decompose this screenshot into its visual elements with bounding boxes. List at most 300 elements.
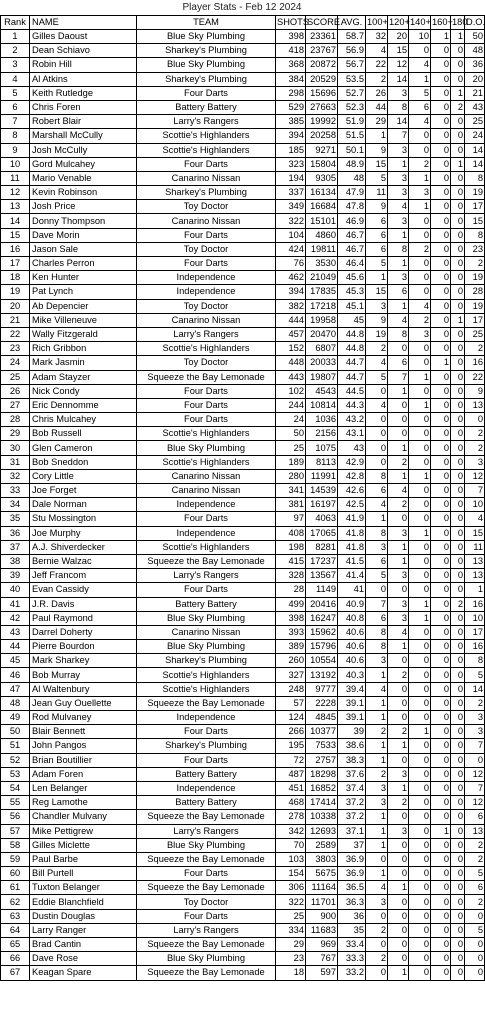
cell-do: 13 <box>465 569 485 583</box>
cell-100-plus: 1 <box>366 129 388 143</box>
cell-team: Blue Sky Plumbing <box>137 611 276 625</box>
cell-160-plus: 0 <box>431 100 451 114</box>
cell-name: Bill Purtell <box>30 867 137 881</box>
cell-140-plus: 0 <box>409 640 431 654</box>
cell-avg: 33.4 <box>338 938 366 952</box>
cell-name: Marshall McCully <box>30 129 137 143</box>
cell-score: 20033 <box>306 356 338 370</box>
cell-180: 1 <box>451 313 465 327</box>
cell-140-plus: 0 <box>409 484 431 498</box>
table-row <box>1 299 485 313</box>
cell-140-plus: 0 <box>409 214 431 228</box>
cell-120-plus: 0 <box>388 838 409 852</box>
cell-rank: 53 <box>1 767 30 781</box>
cell-score: 23361 <box>306 30 338 44</box>
cell-name: Len Belanger <box>30 781 137 795</box>
table-row <box>1 327 485 341</box>
cell-rank: 8 <box>1 129 30 143</box>
cell-rank: 61 <box>1 881 30 895</box>
table-row <box>1 356 485 370</box>
cell-120-plus: 1 <box>388 257 409 271</box>
cell-180: 0 <box>451 469 465 483</box>
table-row <box>1 711 485 725</box>
cell-score: 10814 <box>306 398 338 412</box>
cell-140-plus: 0 <box>409 441 431 455</box>
cell-120-plus: 1 <box>388 554 409 568</box>
cell-name: Gilles Miclette <box>30 838 137 852</box>
cell-160-plus: 0 <box>431 44 451 58</box>
cell-avg: 41 <box>338 583 366 597</box>
cell-100-plus: 8 <box>366 640 388 654</box>
cell-do: 2 <box>465 696 485 710</box>
cell-name: Keagan Spare <box>30 966 137 980</box>
cell-140-plus: 3 <box>409 327 431 341</box>
cell-180: 1 <box>451 86 465 100</box>
cell-120-plus: 1 <box>388 781 409 795</box>
table-row <box>1 200 485 214</box>
cell-score: 13567 <box>306 569 338 583</box>
cell-140-plus: 0 <box>409 867 431 881</box>
cell-score: 11701 <box>306 895 338 909</box>
cell-120-plus: 1 <box>388 540 409 554</box>
table-row <box>1 923 485 937</box>
cell-name: Chris Foren <box>30 100 137 114</box>
cell-180: 0 <box>451 654 465 668</box>
cell-rank: 66 <box>1 952 30 966</box>
cell-160-plus: 0 <box>431 611 451 625</box>
cell-do: 7 <box>465 739 485 753</box>
cell-score: 767 <box>306 952 338 966</box>
cell-160-plus: 0 <box>431 115 451 129</box>
cell-120-plus: 4 <box>388 313 409 327</box>
cell-score: 2589 <box>306 838 338 852</box>
cell-score: 16134 <box>306 186 338 200</box>
cell-shots: 298 <box>276 86 306 100</box>
cell-shots: 124 <box>276 711 306 725</box>
cell-name: Larry Ranger <box>30 923 137 937</box>
cell-160-plus: 0 <box>431 214 451 228</box>
cell-score: 18298 <box>306 767 338 781</box>
cell-do: 2 <box>465 257 485 271</box>
player-stats-table <box>0 15 485 981</box>
cell-120-plus: 3 <box>388 186 409 200</box>
cell-team: Squeeze the Bay Lemonade <box>137 852 276 866</box>
cell-shots: 248 <box>276 682 306 696</box>
cell-score: 20872 <box>306 58 338 72</box>
cell-team: Battery Battery <box>137 100 276 114</box>
cell-name: Rich Gribbon <box>30 342 137 356</box>
cell-160-plus: 0 <box>431 512 451 526</box>
cell-team: Larry's Rangers <box>137 115 276 129</box>
cell-rank: 1 <box>1 30 30 44</box>
cell-shots: 322 <box>276 214 306 228</box>
cell-avg: 37.1 <box>338 824 366 838</box>
cell-120-plus: 1 <box>388 441 409 455</box>
cell-120-plus: 3 <box>388 143 409 157</box>
cell-180: 0 <box>451 640 465 654</box>
cell-160-plus: 0 <box>431 640 451 654</box>
cell-160-plus: 0 <box>431 781 451 795</box>
cell-team: Four Darts <box>137 725 276 739</box>
cell-score: 11683 <box>306 923 338 937</box>
cell-shots: 457 <box>276 327 306 341</box>
cell-100-plus: 0 <box>366 852 388 866</box>
cell-120-plus: 0 <box>388 923 409 937</box>
cell-shots: 468 <box>276 796 306 810</box>
cell-team: Independence <box>137 271 276 285</box>
cell-name: Paul Raymond <box>30 611 137 625</box>
cell-140-plus: 0 <box>409 852 431 866</box>
cell-score: 9271 <box>306 143 338 157</box>
cell-180: 0 <box>451 711 465 725</box>
cell-avg: 41.4 <box>338 569 366 583</box>
cell-140-plus: 0 <box>409 271 431 285</box>
cell-140-plus: 0 <box>409 129 431 143</box>
cell-avg: 36.9 <box>338 867 366 881</box>
cell-160-plus: 0 <box>431 711 451 725</box>
cell-name: Eric Dennomme <box>30 398 137 412</box>
cell-120-plus: 20 <box>388 30 409 44</box>
cell-avg: 39 <box>338 725 366 739</box>
cell-180: 0 <box>451 966 465 980</box>
cell-name: Paul Barbe <box>30 852 137 866</box>
cell-avg: 45.6 <box>338 271 366 285</box>
table-row <box>1 781 485 795</box>
cell-100-plus: 6 <box>366 484 388 498</box>
cell-avg: 39.4 <box>338 682 366 696</box>
cell-140-plus: 0 <box>409 753 431 767</box>
cell-180: 0 <box>451 58 465 72</box>
cell-160-plus: 0 <box>431 86 451 100</box>
cell-avg: 51.5 <box>338 129 366 143</box>
cell-180: 0 <box>451 668 465 682</box>
cell-rank: 7 <box>1 115 30 129</box>
cell-shots: 28 <box>276 583 306 597</box>
cell-team: Battery Battery <box>137 796 276 810</box>
column-header-rank: Rank <box>1 16 30 30</box>
cell-avg: 41.8 <box>338 526 366 540</box>
cell-180: 0 <box>451 200 465 214</box>
cell-avg: 53.5 <box>338 72 366 86</box>
cell-team: Four Darts <box>137 753 276 767</box>
cell-140-plus: 1 <box>409 526 431 540</box>
cell-180: 0 <box>451 625 465 639</box>
cell-160-plus: 0 <box>431 554 451 568</box>
cell-name: Dean Schiavo <box>30 44 137 58</box>
table-row <box>1 739 485 753</box>
cell-100-plus: 8 <box>366 469 388 483</box>
cell-140-plus: 6 <box>409 100 431 114</box>
column-header-140-plus: 140+ <box>409 16 431 30</box>
cell-avg: 41.9 <box>338 512 366 526</box>
cell-name: Tuxton Belanger <box>30 881 137 895</box>
table-row <box>1 796 485 810</box>
cell-180: 0 <box>451 526 465 540</box>
cell-120-plus: 3 <box>388 271 409 285</box>
cell-rank: 22 <box>1 327 30 341</box>
cell-120-plus: 1 <box>388 469 409 483</box>
cell-160-plus: 0 <box>431 469 451 483</box>
cell-team: Toy Doctor <box>137 200 276 214</box>
cell-160-plus: 0 <box>431 852 451 866</box>
cell-team: Four Darts <box>137 257 276 271</box>
cell-shots: 382 <box>276 299 306 313</box>
cell-avg: 45 <box>338 313 366 327</box>
cell-140-plus: 0 <box>409 909 431 923</box>
cell-120-plus: 7 <box>388 129 409 143</box>
cell-rank: 27 <box>1 398 30 412</box>
cell-100-plus: 4 <box>366 356 388 370</box>
cell-score: 23767 <box>306 44 338 58</box>
table-row <box>1 86 485 100</box>
cell-shots: 368 <box>276 58 306 72</box>
cell-180: 0 <box>451 257 465 271</box>
cell-shots: 349 <box>276 200 306 214</box>
cell-team: Blue Sky Plumbing <box>137 30 276 44</box>
table-row <box>1 72 485 86</box>
cell-rank: 34 <box>1 498 30 512</box>
cell-name: John Pangos <box>30 739 137 753</box>
cell-140-plus: 0 <box>409 838 431 852</box>
cell-avg: 44.8 <box>338 327 366 341</box>
cell-120-plus: 0 <box>388 938 409 952</box>
cell-team: Four Darts <box>137 867 276 881</box>
cell-rank: 67 <box>1 966 30 980</box>
table-row <box>1 342 485 356</box>
cell-160-plus: 0 <box>431 540 451 554</box>
cell-name: Bernie Walzac <box>30 554 137 568</box>
cell-team: Scottie's Highlanders <box>137 143 276 157</box>
cell-120-plus: 1 <box>388 881 409 895</box>
cell-rank: 52 <box>1 753 30 767</box>
cell-100-plus: 0 <box>366 938 388 952</box>
table-row <box>1 100 485 114</box>
table-row <box>1 810 485 824</box>
cell-do: 16 <box>465 597 485 611</box>
cell-160-plus: 0 <box>431 668 451 682</box>
cell-140-plus: 0 <box>409 427 431 441</box>
cell-do: 10 <box>465 498 485 512</box>
cell-180: 0 <box>451 44 465 58</box>
table-row <box>1 313 485 327</box>
cell-do: 2 <box>465 838 485 852</box>
cell-score: 15962 <box>306 625 338 639</box>
cell-shots: 185 <box>276 143 306 157</box>
cell-120-plus: 0 <box>388 867 409 881</box>
cell-140-plus: 0 <box>409 583 431 597</box>
cell-name: Mike Pettigrew <box>30 824 137 838</box>
cell-shots: 341 <box>276 484 306 498</box>
cell-100-plus: 2 <box>366 342 388 356</box>
cell-team: Independence <box>137 781 276 795</box>
cell-100-plus: 2 <box>366 767 388 781</box>
cell-140-plus: 0 <box>409 796 431 810</box>
cell-160-plus: 0 <box>431 327 451 341</box>
cell-do: 25 <box>465 115 485 129</box>
cell-score: 27663 <box>306 100 338 114</box>
table-row <box>1 257 485 271</box>
cell-do: 0 <box>465 413 485 427</box>
table-row <box>1 171 485 185</box>
cell-name: Adam Foren <box>30 767 137 781</box>
cell-score: 16197 <box>306 498 338 512</box>
cell-120-plus: 4 <box>388 625 409 639</box>
cell-do: 5 <box>465 668 485 682</box>
cell-team: Scottie's Highlanders <box>137 540 276 554</box>
cell-do: 22 <box>465 370 485 384</box>
cell-rank: 6 <box>1 100 30 114</box>
cell-160-plus: 0 <box>431 881 451 895</box>
cell-name: Rod Mulvaney <box>30 711 137 725</box>
cell-do: 2 <box>465 427 485 441</box>
cell-team: Blue Sky Plumbing <box>137 441 276 455</box>
cell-100-plus: 5 <box>366 171 388 185</box>
cell-do: 14 <box>465 682 485 696</box>
cell-180: 0 <box>451 569 465 583</box>
column-header-180: 180 <box>451 16 465 30</box>
cell-160-plus: 0 <box>431 966 451 980</box>
cell-avg: 37.2 <box>338 810 366 824</box>
cell-shots: 198 <box>276 540 306 554</box>
cell-avg: 42.6 <box>338 484 366 498</box>
table-row <box>1 881 485 895</box>
cell-180: 0 <box>451 952 465 966</box>
cell-team: Four Darts <box>137 512 276 526</box>
cell-120-plus: 8 <box>388 242 409 256</box>
cell-name: Kevin Robinson <box>30 186 137 200</box>
cell-160-plus: 0 <box>431 441 451 455</box>
cell-name: Glen Cameron <box>30 441 137 455</box>
cell-do: 24 <box>465 129 485 143</box>
cell-160-plus: 0 <box>431 909 451 923</box>
cell-180: 0 <box>451 852 465 866</box>
cell-180: 0 <box>451 484 465 498</box>
cell-120-plus: 1 <box>388 640 409 654</box>
cell-rank: 50 <box>1 725 30 739</box>
cell-rank: 24 <box>1 356 30 370</box>
cell-score: 19811 <box>306 242 338 256</box>
cell-shots: 244 <box>276 398 306 412</box>
cell-100-plus: 7 <box>366 597 388 611</box>
cell-140-plus: 1 <box>409 200 431 214</box>
cell-180: 0 <box>451 810 465 824</box>
cell-do: 28 <box>465 285 485 299</box>
cell-100-plus: 3 <box>366 299 388 313</box>
cell-160-plus: 0 <box>431 186 451 200</box>
cell-name: Blair Bennett <box>30 725 137 739</box>
cell-140-plus: 1 <box>409 72 431 86</box>
cell-team: Scottie's Highlanders <box>137 455 276 469</box>
cell-100-plus: 3 <box>366 540 388 554</box>
cell-100-plus: 0 <box>366 384 388 398</box>
table-row <box>1 867 485 881</box>
cell-160-plus: 0 <box>431 143 451 157</box>
cell-140-plus: 4 <box>409 58 431 72</box>
cell-team: Scottie's Highlanders <box>137 342 276 356</box>
cell-name: Dale Norman <box>30 498 137 512</box>
cell-name: Al Waltenbury <box>30 682 137 696</box>
table-row <box>1 696 485 710</box>
table-row <box>1 242 485 256</box>
cell-140-plus: 0 <box>409 228 431 242</box>
header-row <box>1 16 485 30</box>
cell-rank: 58 <box>1 838 30 852</box>
cell-team: Four Darts <box>137 398 276 412</box>
cell-team: Squeeze the Bay Lemonade <box>137 370 276 384</box>
cell-score: 9777 <box>306 682 338 696</box>
cell-120-plus: 1 <box>388 228 409 242</box>
cell-rank: 38 <box>1 554 30 568</box>
cell-avg: 36.5 <box>338 881 366 895</box>
cell-do: 25 <box>465 327 485 341</box>
column-header-score: SCORE <box>306 16 338 30</box>
cell-score: 15101 <box>306 214 338 228</box>
cell-100-plus: 2 <box>366 923 388 937</box>
cell-140-plus: 0 <box>409 625 431 639</box>
cell-do: 19 <box>465 186 485 200</box>
column-header-100-plus: 100+ <box>366 16 388 30</box>
cell-120-plus: 3 <box>388 824 409 838</box>
table-row <box>1 484 485 498</box>
cell-100-plus: 5 <box>366 370 388 384</box>
cell-avg: 52.7 <box>338 86 366 100</box>
cell-do: 17 <box>465 313 485 327</box>
cell-shots: 328 <box>276 569 306 583</box>
cell-rank: 51 <box>1 739 30 753</box>
cell-160-plus: 0 <box>431 72 451 86</box>
cell-rank: 4 <box>1 72 30 86</box>
cell-100-plus: 8 <box>366 625 388 639</box>
cell-120-plus: 0 <box>388 342 409 356</box>
cell-score: 3803 <box>306 852 338 866</box>
cell-140-plus: 0 <box>409 682 431 696</box>
column-header-160-plus: 160+ <box>431 16 451 30</box>
cell-name: Mark Sharkey <box>30 654 137 668</box>
cell-score: 10338 <box>306 810 338 824</box>
cell-160-plus: 0 <box>431 299 451 313</box>
cell-avg: 42.5 <box>338 498 366 512</box>
cell-do: 0 <box>465 938 485 952</box>
cell-name: Dave Rose <box>30 952 137 966</box>
cell-160-plus: 0 <box>431 455 451 469</box>
table-row <box>1 370 485 384</box>
cell-100-plus: 1 <box>366 512 388 526</box>
cell-120-plus: 2 <box>388 455 409 469</box>
cell-100-plus: 29 <box>366 115 388 129</box>
cell-180: 0 <box>451 895 465 909</box>
cell-avg: 41.8 <box>338 540 366 554</box>
cell-160-plus: 0 <box>431 200 451 214</box>
cell-team: Four Darts <box>137 583 276 597</box>
cell-avg: 37.4 <box>338 781 366 795</box>
cell-rank: 33 <box>1 484 30 498</box>
cell-score: 19958 <box>306 313 338 327</box>
cell-100-plus: 26 <box>366 86 388 100</box>
cell-name: Bob Murray <box>30 668 137 682</box>
cell-180: 0 <box>451 696 465 710</box>
cell-100-plus: 1 <box>366 739 388 753</box>
cell-140-plus: 0 <box>409 498 431 512</box>
cell-140-plus: 0 <box>409 881 431 895</box>
table-row <box>1 469 485 483</box>
cell-100-plus: 32 <box>366 30 388 44</box>
cell-120-plus: 3 <box>388 597 409 611</box>
cell-name: Darrel Doherty <box>30 625 137 639</box>
cell-avg: 37 <box>338 838 366 852</box>
cell-name: Chris Mulcahey <box>30 413 137 427</box>
cell-shots: 102 <box>276 384 306 398</box>
table-row <box>1 938 485 952</box>
